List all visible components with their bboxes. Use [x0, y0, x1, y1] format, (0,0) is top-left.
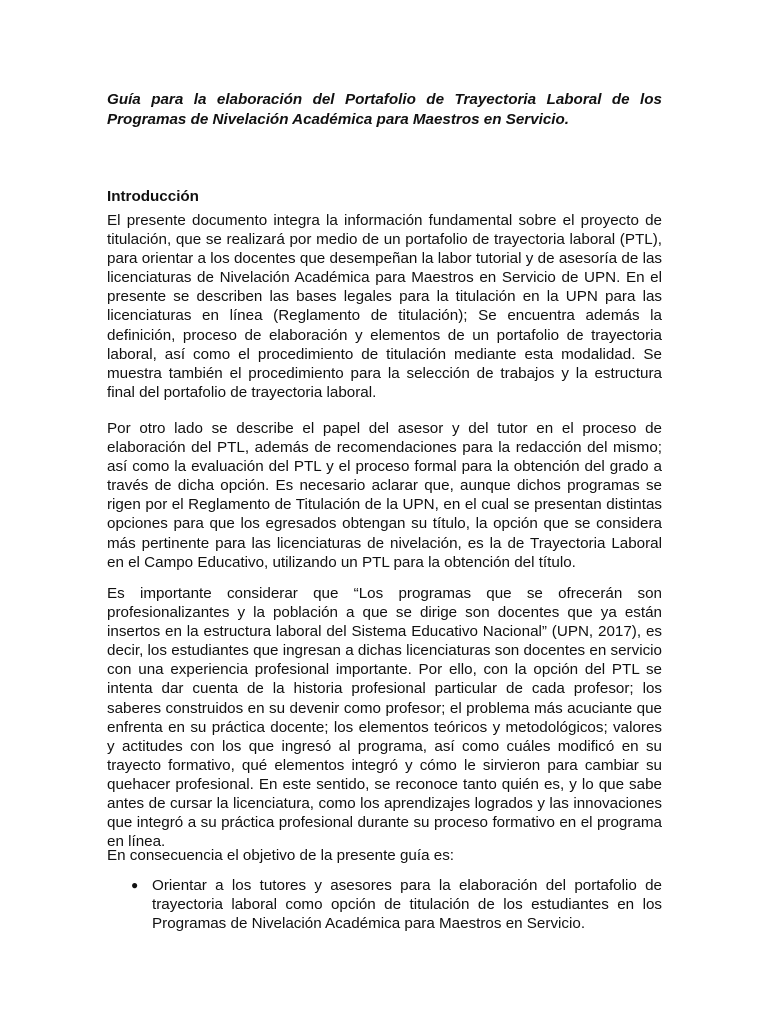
- document-title: Guía para la elaboración del Portafolio de Trayectoria Laboral de los Programas de Nivelación Académica para Maestros en Servicio.: [107, 91, 662, 128]
- list-item-text: Orientar a los tutores y asesores para la elaboración del portafolio de trayectoria laboral como opción de titulación de los estudiantes en los Programas de Nivelación Académica para Maestros en Servicio.: [152, 877, 662, 933]
- paragraph-2: Por otro lado se describe el papel del asesor y del tutor en el proceso de elaboración del PTL, además de recomendaciones para la redacción del mismo; así como la evaluación del PTL y el proceso formal para la obtención del grado a través de dicha opción. Es necesario aclarar que, aunque dichos programas se rigen por el Reglamento de Titulación de la UPN, en el cual se presentan distintas opciones para que los egresados obtengan su título, la opción que se considera más pertinente para las licenciaturas de nivelación, es la de Trayectoria Laboral en el Campo Educativo, utilizando un PTL para la obtención del título.: [107, 420, 662, 571]
- list-item: [107, 876, 662, 933]
- paragraph-4: En consecuencia el objetivo de la presente guía es:: [107, 847, 455, 864]
- objectives-list: [107, 876, 662, 933]
- paragraph-1: El presente documento integra la información fundamental sobre el proyecto de titulación, que se realizará por medio de un portafolio de trayectoria laboral (PTL), para orientar a los docentes que desempeñan la labor tutorial y de asesoría de las licenciaturas de Nivelación Académica para Maestros en Servicio de UPN. En el presente se describen las bases legales para la titulación en la UPN para las licenciaturas en línea (Reglamento de titulación); Se encuentra además la definición, proceso de elaboración y elementos de un portafolio de trayectoria laboral, así como el procedimiento de titulación mediante esta modalidad. Se muestra también el procedimiento para la selección de trabajos y la estructura final del portafolio de trayectoria laboral.: [107, 212, 662, 401]
- bullet-icon: ●: [131, 878, 139, 892]
- paragraph-3: Es importante considerar que “Los programas que se ofrecerán son profesionalizantes y la población a que se dirige son docentes que ya están insertos en la estructura laboral del Sistema Educativo Nacional” (UPN, 2017), es decir, los estudiantes que ingresan a dichas licenciaturas son docentes en servicio con una experiencia profesional importante. Por ello, con la opción del PTL se intenta dar cuenta de la historia profesional particular de cada profesor; los saberes construidos en su devenir como profesor; el problema más acuciante que enfrenta en su práctica docente; los elementos teóricos y metodológicos; valores y actitudes con los que ingresó al programa, así como cuáles modificó en su trayecto formativo, qué elementos integró y cómo le sirvieron para cambiar su quehacer profesional. En este sentido, se reconoce tanto quién es, y lo que sabe antes de cursar la licenciatura, como los aprendizajes logrados y las innovaciones que integró a su práctica profesional durante su proceso formativo en el programa en línea.: [107, 585, 662, 851]
- section-heading-introduccion: Introducción: [107, 188, 199, 205]
